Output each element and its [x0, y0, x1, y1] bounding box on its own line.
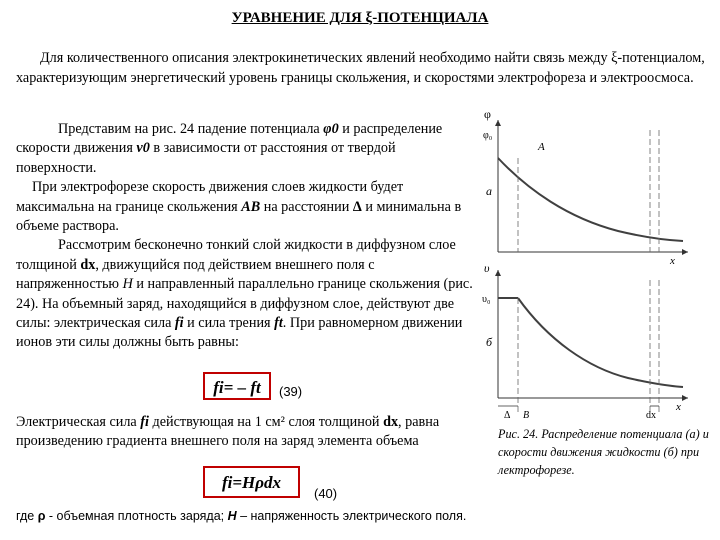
dx-symbol: dx [80, 256, 96, 273]
text-span: и сила трения [183, 315, 275, 332]
paragraph-electrophoresis [16, 178, 478, 236]
ab-symbol: AB [241, 198, 261, 215]
paragraph-thin-layer [16, 236, 478, 352]
equation-number-40: (40) [314, 486, 338, 501]
text-span: – напряженность электрического поля. [236, 509, 467, 523]
text-span: , движущийся под действием внешнего поля с напряженностью [16, 256, 375, 293]
h-symbol: H [122, 276, 133, 293]
text-span: Электрическая сила [16, 414, 141, 430]
dx-symbol: dx [383, 414, 399, 430]
rho-symbol: ρ [37, 509, 46, 523]
paragraph-electric-force [16, 413, 456, 451]
body-text [16, 120, 478, 353]
formula-39: fi= – ft [203, 372, 271, 400]
bottom-panel-label: б [486, 335, 493, 349]
phi0-symbol: φ0 [323, 121, 339, 137]
footnote [16, 509, 616, 523]
page-title: УРАВНЕНИЕ ДЛЯ ξ-ПОТЕНЦИАЛА [231, 10, 489, 26]
text-span: в зависимости от расстояния от твердой поверхности. [16, 140, 396, 176]
top-phi0-label: φ₀ [483, 130, 493, 141]
text-span: , равна произведению градиента внешнего поля на заряд элемента объема [16, 414, 440, 449]
point-b-label: B [523, 410, 530, 420]
velocity-graph [482, 261, 688, 420]
top-point-a: A [538, 141, 545, 153]
figure-caption: Рис. 24. Распределение потенциала (а) и скорости движения жидкости (б) при лектрофорезе. [498, 427, 709, 477]
figure-24 [478, 100, 703, 420]
formula-40: fi=Hρdx [203, 466, 300, 498]
bottom-v0-label: υ₀ [482, 294, 491, 305]
h-symbol: H [227, 509, 237, 523]
delta-label: Δ [504, 410, 511, 420]
text-span: и распределение скорости движения [16, 121, 443, 157]
intro-paragraph: Для количественного описания электрокинетических явлений необходимо найти связь между ξ-потенциалом, характеризующим энергетический уровень границы скольжения, и скоростями электрофореза и электроосмоса. [16, 50, 705, 86]
fi-symbol: fi [174, 315, 184, 332]
text-span: Рассмотрим бесконечно тонкий слой жидкости в диффузном слое толщиной [16, 237, 456, 273]
text-span: действующая на 1 см² слоя толщиной [148, 414, 384, 430]
ft-symbol: ft [274, 315, 283, 332]
potential-curve [498, 158, 683, 241]
text-span: и минимальна в объеме раствора. [16, 198, 462, 235]
equation-number-39: (39) [279, 384, 303, 399]
text-span: и направленный параллельно границе скольжения (рис. 24). На объемный заряд, находящийся в диффузном слое, действуют две силы: электрическая сила [16, 276, 473, 332]
v0-symbol: v0 [136, 140, 150, 157]
text-span: - объемная плотность заряда; [45, 509, 228, 523]
text-span: Представим на рис. 24 падение потенциала [58, 121, 324, 137]
fi-symbol: fi [140, 414, 149, 430]
top-y-label: φ [484, 107, 491, 121]
top-x-label: x [670, 255, 675, 267]
text-span: При электрофорезе скорость движения слоев жидкости будет максимальна на границе скольжения [16, 179, 404, 215]
text-span: где [16, 509, 38, 523]
bottom-y-label: υ [484, 261, 490, 275]
potential-graph [483, 107, 688, 267]
velocity-curve [518, 298, 683, 387]
bottom-x-label: x [676, 401, 681, 413]
paragraph-figure-intro [16, 120, 478, 178]
text-span: на расстоянии [260, 198, 353, 215]
dx-label: dx [646, 410, 656, 420]
text-span: . При равномерном движении ионов эти силы должны быть равны: [16, 315, 463, 351]
top-panel-label: а [486, 184, 492, 198]
delta-symbol: Δ [352, 198, 362, 215]
